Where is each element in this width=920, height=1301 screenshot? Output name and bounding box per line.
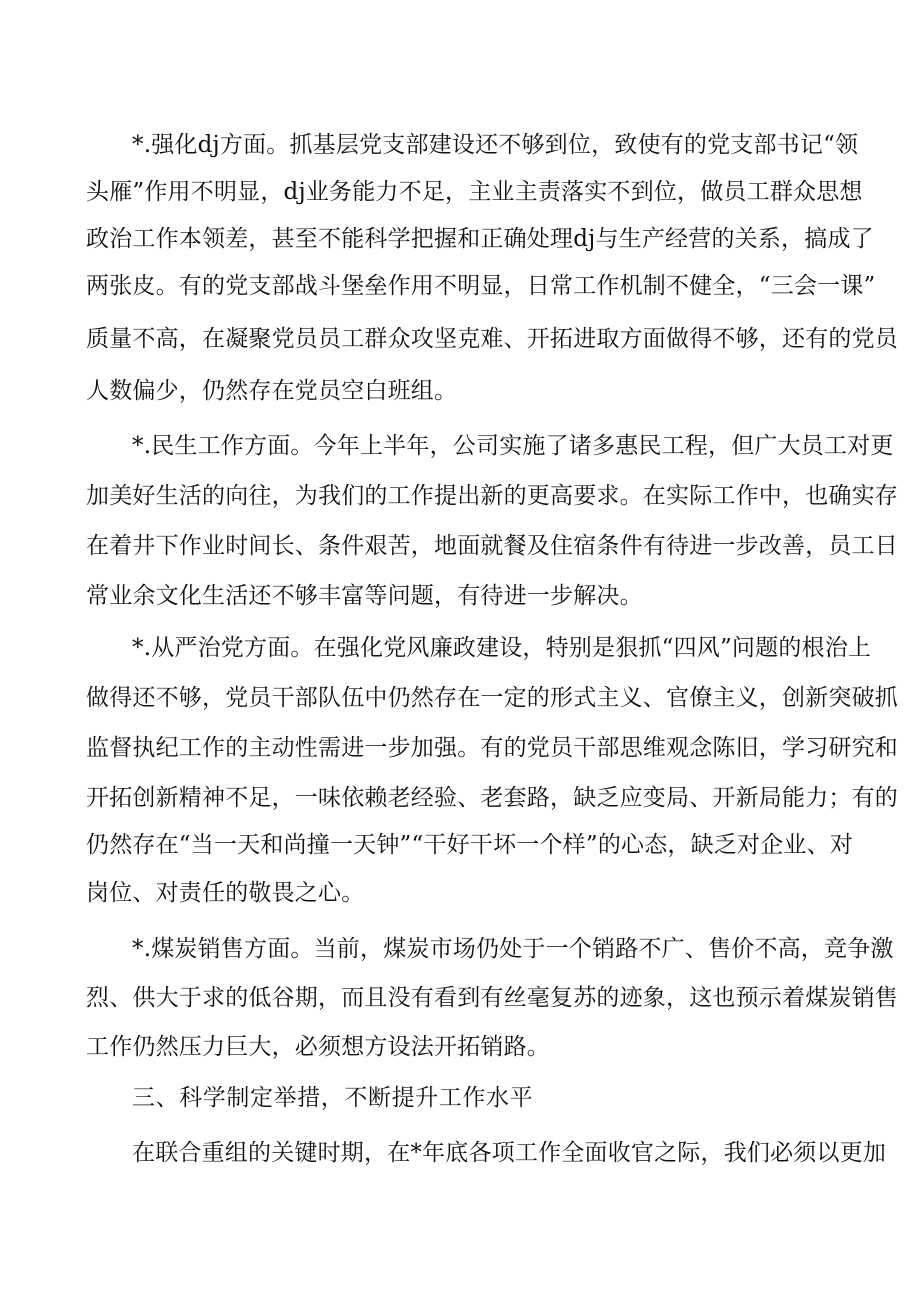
paragraph-3-line-6: 岗位、对责任的敬畏之心。 [86, 880, 365, 906]
paragraph-3-line-5: 仍然存在“当一天和尚撞一天钟”“干好干坏一个样”的心态，缺乏对企业、对 [86, 832, 854, 858]
paragraph-1-line-6: 人数偏少，仍然存在党员空白班组。 [86, 378, 458, 404]
paragraph-3-line-1: *.从严治党方面。在强化党风廉政建设，特别是狠抓“四风”问题的根治上 [132, 635, 872, 661]
paragraph-1-line-4: 两张皮。有的党支部战斗堡垒作用不明显，日常工作机制不健全，“三会一课” [86, 273, 876, 299]
paragraph-1-line-3: 政治工作本领差，甚至不能科学把握和正确处理dj与生产经营的关系，搞成了 [86, 226, 874, 252]
paragraph-2-line-3: 在着井下作业时间长、条件艰苦，地面就餐及住宿条件有待进一步改善，员工日 [86, 533, 898, 559]
paragraph-2-line-4: 常业余文化生活还不够丰富等问题，有待进一步解决。 [86, 583, 643, 609]
paragraph-4-line-2: 烈、供大于求的低谷期，而且没有看到有丝毫复苏的迹象，这也预示着煤炭销售 [86, 985, 898, 1011]
paragraph-2-line-2: 加美好生活的向往，为我们的工作提出新的更高要求。在实际工作中，也确实存 [86, 483, 898, 509]
paragraph-2-line-1: *.民生工作方面。今年上半年，公司实施了诸多惠民工程，但广大员工对更 [132, 433, 894, 459]
paragraph-1-line-1: *.强化dj方面。抓基层党支部建设还不够到位，致使有的党支部书记“领 [132, 132, 859, 158]
paragraph-3-line-2: 做得还不够，党员干部队伍中仍然存在一定的形式主义、官僚主义，创新突破抓 [86, 685, 898, 711]
paragraph-1-line-2: 头雁”作用不明显，dj业务能力不足，主业主责落实不到位，做员工群众思想 [86, 179, 863, 205]
section-heading: 三、科学制定举措，不断提升工作水平 [132, 1085, 534, 1111]
paragraph-1-line-5: 质量不高，在凝聚党员员工群众攻坚克难、开拓进取方面做得不够，还有的党员 [86, 326, 898, 352]
paragraph-3-line-3: 监督执纪工作的主动性需进一步加强。有的党员干部思维观念陈旧，学习研究和 [86, 735, 898, 761]
paragraph-4-line-1: *.煤炭销售方面。当前，煤炭市场仍处于一个销路不广、售价不高，竞争激 [132, 936, 894, 962]
paragraph-3-line-4: 开拓创新精神不足，一味依赖老经验、老套路，缺乏应变局、开新局能力；有的 [86, 785, 898, 811]
paragraph-4-line-3: 工作仍然压力巨大，必须想方设法开拓销路。 [86, 1034, 550, 1060]
final-paragraph-line-1: 在联合重组的关键时期，在*年底各项工作全面收官之际，我们必须以更加 [132, 1140, 887, 1166]
